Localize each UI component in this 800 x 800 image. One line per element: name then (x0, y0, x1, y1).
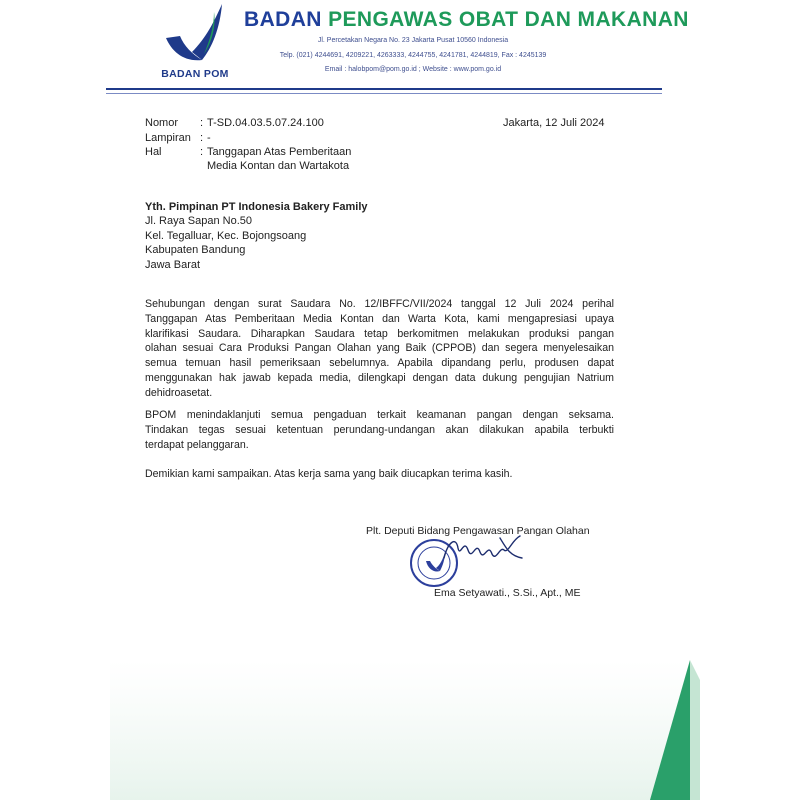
agency-title-part2: PENGAWAS OBAT DAN MAKANAN (328, 8, 689, 31)
letterhead-divider (106, 88, 662, 90)
text-line: Tanggapan Atas Pemberitaan Media Kontan dan Warta Kota, kami mengapresiasi upaya (145, 312, 614, 325)
footer-decoration (0, 620, 800, 800)
text-line: Sehubungan dengan surat Saudara No. 12/IBFFC/VII/2024 tanggal 12 Juli 2024 perihal (145, 298, 614, 310)
logo-caption: BADAN POM (161, 68, 229, 80)
text-line: dehidroasetat. (145, 386, 213, 399)
recipient-address-1: Jl. Raya Sapan No.50 (145, 215, 253, 227)
letterhead-contact: Email : halobpom@pom.go.id ; Website : www.pom.go.id (324, 66, 502, 73)
lampiran-label: Lampiran (145, 132, 191, 144)
signatory-title: Plt. Deputi Bidang Pengawasan Pangan Olahan (366, 525, 590, 537)
letter-date: Jakarta, 12 Juli 2024 (503, 117, 605, 129)
recipient-address-4: Jawa Barat (145, 259, 201, 271)
nomor-value: T-SD.04.03.5.07.24.100 (207, 117, 324, 129)
text-line: Tindakan tegas sesuai ketentuan perundang-undangan akan dilakukan apabila terbukti (145, 423, 614, 436)
letterhead-phone: Telp. (021) 4244691, 4209221, 4263333, 4244755, 4241781, 4244819, Fax : 4245139 (279, 52, 547, 59)
lampiran-value: - (207, 132, 211, 144)
body-paragraph-2 (145, 408, 614, 452)
recipient-address-3: Kabupaten Bandung (145, 244, 246, 256)
text-line: BPOM menindaklanjuti semua pengaduan terkait keamanan pangan dengan seksama. (145, 409, 614, 421)
bpom-logo (150, 2, 240, 92)
handwritten-signature-icon (440, 528, 530, 573)
body-paragraph-1 (145, 297, 614, 401)
hal-value-line2: Media Kontan dan Wartakota (207, 160, 350, 172)
agency-title (244, 8, 689, 32)
body-paragraph-3 (145, 467, 614, 482)
text-line: klarifikasi Saudara. Diharapkan Saudara tetap berkomitmen melakukan produksi pangan (145, 327, 614, 340)
text-line: menggunakan hak jawab kepada media, dilengkapi dengan data dukung pengujian Natrium (145, 371, 614, 384)
colon: : (200, 146, 204, 158)
hal-label: Hal (145, 146, 162, 158)
letterhead-divider-thin (106, 93, 662, 94)
nomor-label: Nomor (145, 117, 179, 129)
colon: : (200, 132, 204, 144)
colon: : (200, 117, 204, 129)
text-line: semua temuan hasil pemeriksaan sebelumnya. Apabila dipandang perlu, produsen dapat (145, 357, 614, 370)
text-line: terdapat pelanggaran. (145, 438, 249, 451)
letterhead-address: Jl. Percetakan Negara No. 23 Jakarta Pusat 10560 Indonesia (317, 37, 509, 44)
text-line: Demikian kami sampaikan. Atas kerja sama yang baik diucapkan terima kasih. (145, 468, 513, 480)
signatory-name: Ema Setyawati., S.Si., Apt., ME (434, 587, 581, 599)
recipient-address-2: Kel. Tegalluar, Kec. Bojongsoang (145, 230, 307, 242)
recipient-name: Yth. Pimpinan PT Indonesia Bakery Family (145, 201, 368, 213)
agency-title-part1: BADAN (244, 8, 329, 31)
hal-value-line1: Tanggapan Atas Pemberitaan (207, 146, 352, 158)
text-line: olahan sesuai Cara Produksi Pangan Olahan yang Baik (CPPOB) dan segera menyelesaikan (145, 342, 614, 355)
